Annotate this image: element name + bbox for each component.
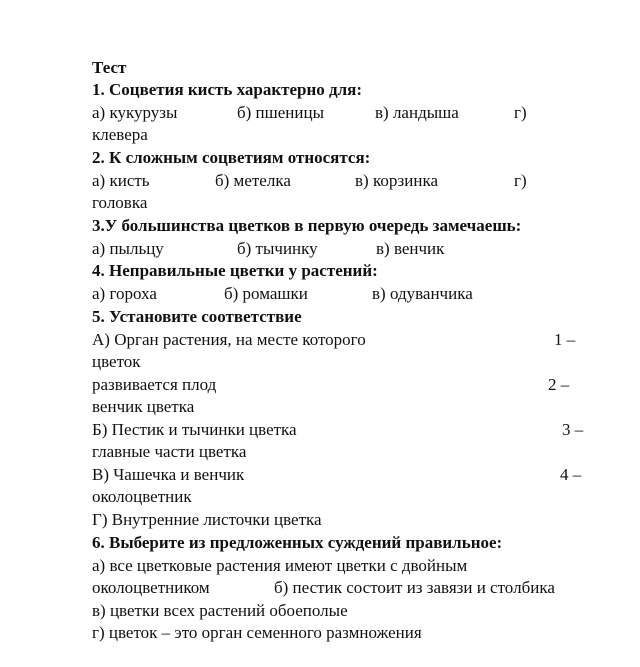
q2-option-b: б) метелка: [215, 171, 291, 190]
q3-option-a: а) пыльцу: [92, 239, 164, 258]
q1-option-c: в) ландыша: [375, 103, 459, 122]
q5-row-1-left: А) Орган растения, на месте которого: [92, 330, 366, 349]
q5-row-4-cont: околоцветник: [92, 487, 192, 506]
q5-row-4-left: В) Чашечка и венчик: [92, 465, 245, 484]
question-4: 4. Неправильные цветки у растений:: [92, 261, 378, 280]
q1-option-b: б) пшеницы: [237, 103, 325, 122]
question-2: 2. К сложным соцветиям относятся:: [92, 148, 371, 167]
q5-row-2-cont: венчик цветка: [92, 397, 195, 416]
q4-option-c: в) одуванчика: [372, 284, 473, 303]
q1-option-d-letter: г): [514, 103, 527, 122]
q1-option-a: а) кукурузы: [92, 103, 178, 122]
q5-row-5: Г) Внутренние листочки цветка: [92, 510, 322, 529]
q5-row-1-cont: цветок: [92, 352, 141, 371]
test-title: Тест: [92, 58, 127, 77]
q6-option-a: а) все цветковые растения имеют цветки с двойным: [92, 556, 468, 575]
q5-row-2-left: развивается плод: [92, 375, 217, 394]
q5-row-2-number: 2 –: [548, 375, 570, 394]
q3-option-b: б) тычинку: [237, 239, 318, 258]
q6-option-a-cont: околоцветником: [92, 578, 210, 597]
q5-row-1-number: 1 –: [554, 330, 576, 349]
q5-row-3-cont: главные части цветка: [92, 442, 247, 461]
q5-row-3-left: Б) Пестик и тычинки цветка: [92, 420, 297, 439]
q6-option-d: г) цветок – это орган семенного размножения: [92, 623, 422, 642]
q2-option-c: в) корзинка: [355, 171, 438, 190]
question-1: 1. Соцветия кисть характерно для:: [92, 80, 363, 99]
question-6: 6. Выберите из предложенных суждений правильное:: [92, 533, 503, 552]
q3-option-c: в) венчик: [376, 239, 445, 258]
q2-option-a: а) кисть: [92, 171, 150, 190]
question-5: 5. Установите соответствие: [92, 307, 302, 326]
q4-option-b: б) ромашки: [224, 284, 308, 303]
question-3: 3.У большинства цветков в первую очередь замечаешь:: [92, 216, 522, 235]
q2-option-d-letter: г): [514, 171, 527, 190]
q6-option-b: б) пестик состоит из завязи и столбика: [274, 578, 555, 597]
q4-option-a: а) гороха: [92, 284, 157, 303]
q6-option-c: в) цветки всех растений обоеполые: [92, 601, 348, 620]
q5-row-3-number: 3 –: [562, 420, 584, 439]
q2-option-d-text: головка: [92, 193, 148, 212]
q1-option-d-text: клевера: [92, 125, 148, 144]
q5-row-4-number: 4 –: [560, 465, 582, 484]
